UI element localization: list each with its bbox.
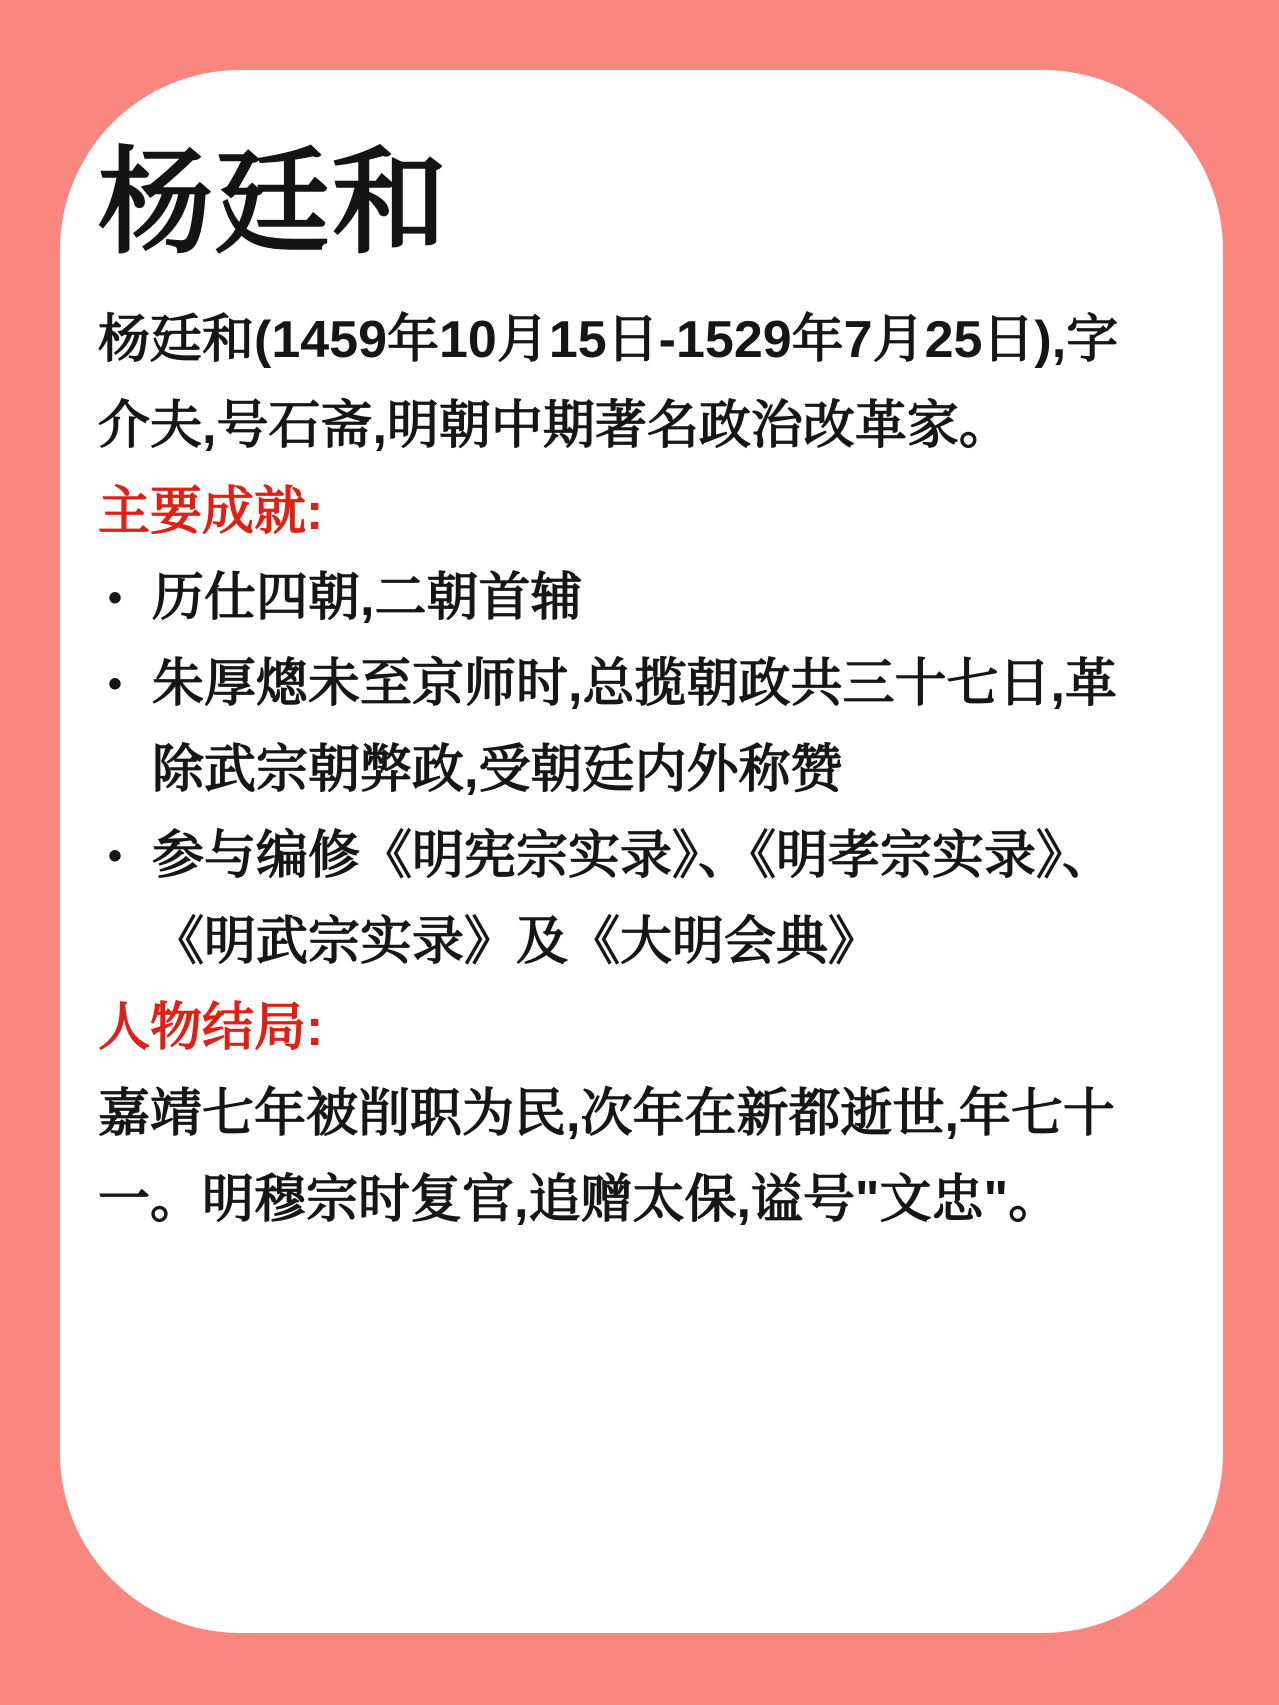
- info-card: [60, 70, 1223, 1633]
- section-heading-ending: 人物结局:: [98, 998, 324, 1057]
- list-item: [98, 813, 1167, 985]
- achievements-list: [98, 555, 1167, 985]
- card-content: [98, 297, 1167, 1243]
- section-heading-achievements: 主要成就:: [98, 482, 324, 541]
- bullet-icon: •: [108, 661, 123, 706]
- bullet-icon: •: [108, 575, 123, 620]
- bullet-icon: •: [108, 833, 123, 878]
- list-item-text: 朱厚熜未至京师时,总揽朝政共三十七日,革除武宗朝弊政,受朝廷内外称赞: [152, 654, 1117, 799]
- list-item: [98, 641, 1167, 813]
- intro-paragraph: 杨廷和(1459年10月15日-1529年7月25日),字介夫,号石斋,明朝中期著名政治改革家。: [98, 310, 1119, 455]
- page-title: 杨廷和: [98, 139, 450, 267]
- list-item-text: 历仕四朝,二朝首辅: [152, 568, 583, 627]
- list-item-text: 参与编修《明宪宗实录》、《明孝宗实录》、《明武宗实录》及《大明会典》: [152, 826, 1115, 971]
- list-item: [98, 555, 1167, 641]
- ending-paragraph: 嘉靖七年被削职为民,次年在新都逝世,年七十一。明穆宗时复官,追赠太保,谥号"文忠"。: [98, 1084, 1115, 1229]
